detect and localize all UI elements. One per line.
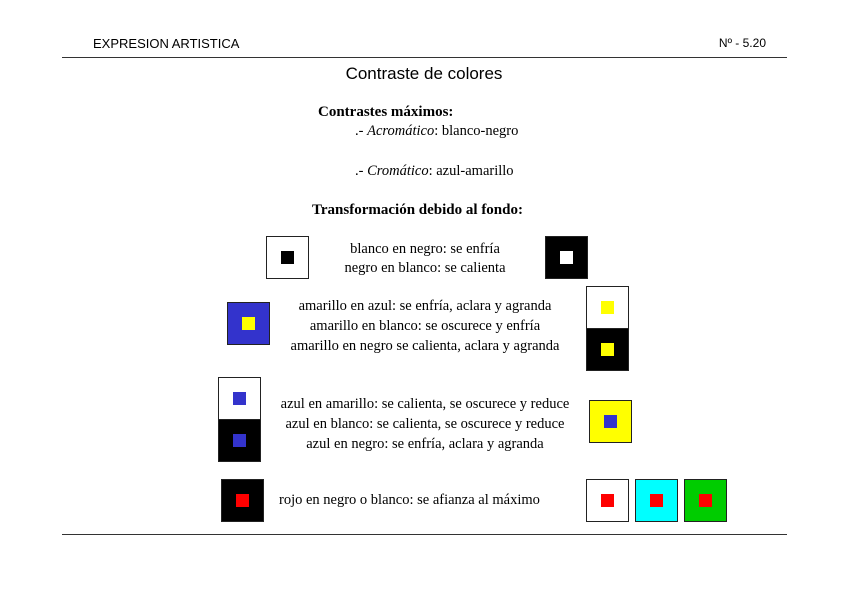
blue-line-2: azul en blanco: se calienta, se oscurece y reduce [285,416,565,432]
red-inner-square [236,494,249,507]
item-prefix: .- [355,163,368,179]
item-prefix: .- [355,123,368,139]
red-line-1: rojo en negro o blanco: se afianza al máximo [279,492,540,508]
black-square-white-center [545,236,588,279]
red-inner-square [699,494,712,507]
white-square-yellow-center [586,286,629,329]
blue-inner-square [233,434,246,447]
item-rest: : blanco-negro [434,123,519,139]
white-square-blue-center [218,377,261,420]
chromatic-item [355,163,514,180]
red-inner-square [601,494,614,507]
item-term: Acromático [367,123,435,139]
black-square-yellow-center [586,328,629,371]
red-inner-square [650,494,663,507]
blue-line-1: azul en amarillo: se calienta, se oscurece y reduce [280,396,570,412]
top-rule [62,57,787,58]
item-term: Cromático [367,163,429,179]
white-inner-square [560,251,573,264]
achromatic-item [355,123,518,140]
cyan-square-red-center [635,479,678,522]
bottom-rule [62,534,787,535]
page-title: Contraste de colores [345,64,503,83]
max-contrasts-heading: Contrastes máximos: [318,104,454,120]
header-title: EXPRESION ARTISTICA [93,36,240,51]
blue-inner-square [604,415,617,428]
white-square-red-center [586,479,629,522]
yellow-line-3: amarillo en negro se calienta, aclara y agranda [290,338,560,354]
bw-line-2: negro en blanco: se calienta [344,260,506,276]
yellow-inner-square [601,301,614,314]
green-square-red-center [684,479,727,522]
blue-inner-square [233,392,246,405]
yellow-line-1: amarillo en azul: se enfría, aclara y agranda [298,298,552,314]
black-square-blue-center [218,419,261,462]
transform-heading: Transformación debido al fondo: [312,202,523,218]
yellow-square-blue-center [589,400,632,443]
yellow-inner-square [601,343,614,356]
black-square-red-center [221,479,264,522]
yellow-inner-square [242,317,255,330]
yellow-line-2: amarillo en blanco: se oscurece y enfría [309,318,541,334]
item-rest: : azul-amarillo [428,163,514,179]
black-inner-square [281,251,294,264]
blue-line-3: azul en negro: se enfría, aclara y agranda [306,436,544,452]
sheet-number: Nº - 5.20 [718,36,766,50]
bw-line-1: blanco en negro: se enfría [350,241,500,257]
white-square-black-center [266,236,309,279]
blue-square-yellow-center [227,302,270,345]
